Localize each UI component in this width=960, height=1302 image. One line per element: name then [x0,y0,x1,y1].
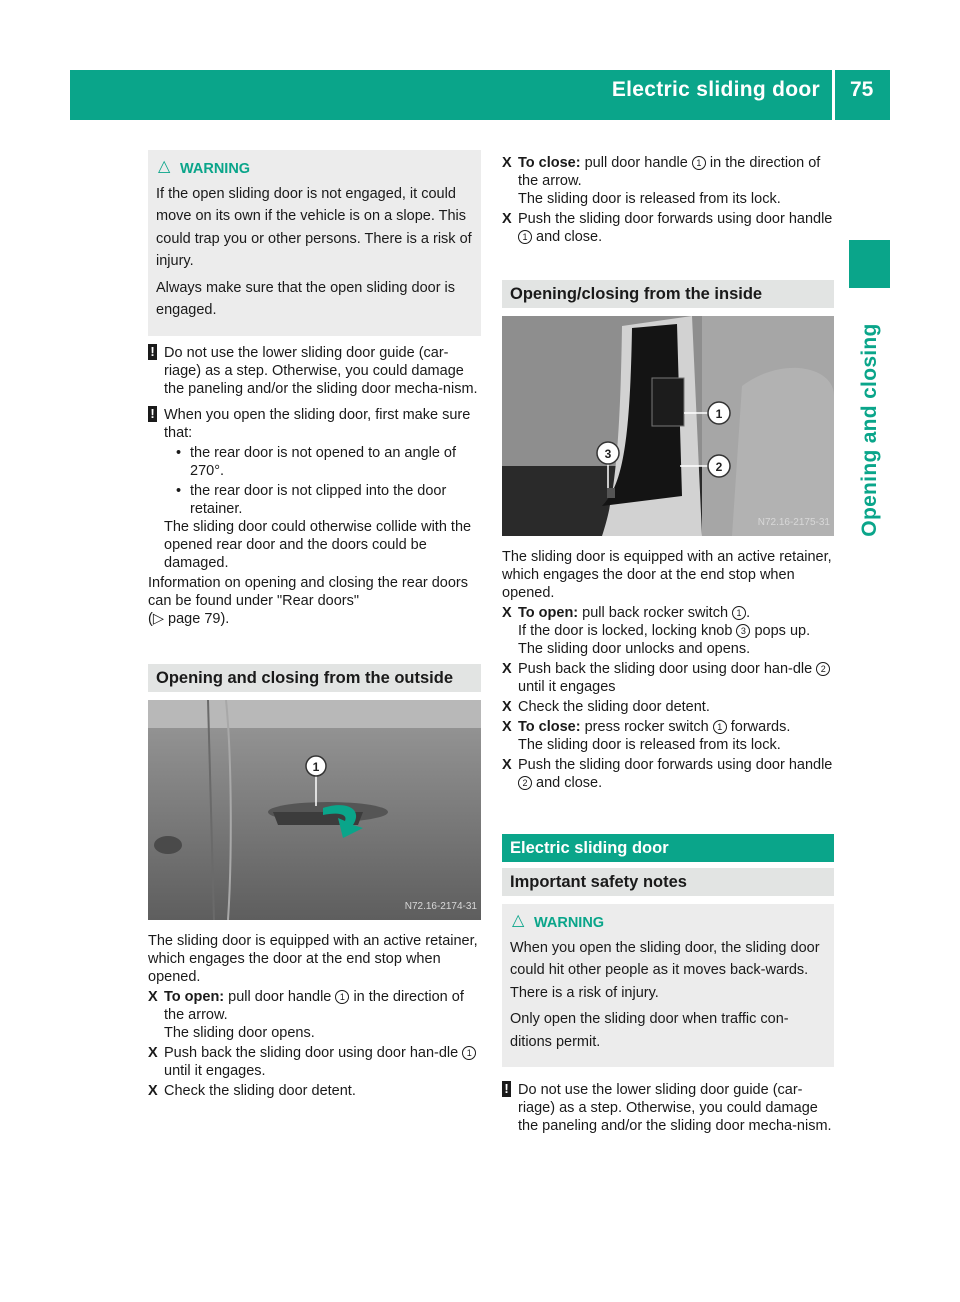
warning-text: When you open the sliding door, the sliding door could hit other people as it moves back-wards. There is a risk of injury. [510,939,820,1001]
info-text: Information on opening and closing the rear doors can be found under "Rear doors" (▷ page 79). [148,574,469,627]
note: ! Do not use the lower sliding door guide (car-riage) as a step. Otherwise, you could damage the paneling and/or the sliding door mecha-nism. [148,344,481,398]
warning-heading: △ WARNING [512,912,605,931]
door-handle-photo [148,700,481,920]
right-column [502,150,834,1135]
step-marker-icon: X [502,211,512,227]
section-heading: Opening and closing from the outside [148,664,481,692]
rocker-switch-photo [502,316,834,536]
section-heading: Opening/closing from the inside [502,280,834,308]
warning-heading: △ WARNING [158,158,251,177]
svg-text:2: 2 [715,460,723,474]
subsection-heading: Important safety notes [502,868,834,896]
side-tab-label: Opening and closing [857,323,881,537]
step-marker-icon: X [148,988,158,1005]
warning-icon: △ [158,158,171,175]
warning-text: Only open the sliding door when traffic con-ditions permit. [510,1011,789,1050]
side-tab [849,300,890,560]
svg-text:1: 1 [312,759,320,774]
header-bar [70,70,890,120]
image-code: N72.16-2174-31 [404,900,477,912]
list-item: X To close: press rocker switch 1 forwards. The sliding door is released from its lock. [502,719,791,753]
exclamation-icon: ! [148,344,157,360]
warning-box [502,904,834,1067]
header-separator [832,70,835,120]
note-text: The sliding door could otherwise collide with the opened rear door and the doors could be damaged. [164,518,472,571]
step-marker-icon: X [502,719,512,735]
warning-box [148,150,481,336]
step-marker-icon: X [502,605,512,621]
list-item: X Push the sliding door forwards using door handle 2 and close. [502,757,833,791]
list-item: X Push the sliding door forwards using door handle 1 and close. [502,211,833,245]
exclamation-icon: ! [148,406,157,422]
list-item: X Check the sliding door detent. [502,699,710,715]
arrow-icon: ▷ [152,610,164,627]
step-marker-icon: X [148,1044,158,1061]
step-marker-icon: X [502,699,512,715]
step-marker-icon: X [502,757,512,773]
warning-text: If the open sliding door is not engaged, it could move on its own if the vehicle is on a slope. This could trap you or other persons. There is a risk of injury. [156,185,472,269]
list-item: X To open: pull door handle 1 in the direction of the arrow. The sliding door opens. [148,988,464,1041]
svg-text:3: 3 [604,447,612,461]
note: ! When you open the sliding door, first make sure that: • the rear door is not opened to an angle of 270°. • the rear door is not clipped into the door retainer. The sliding door could otherwise collide with the opened rear door and the doors could be damaged. [148,406,481,572]
list-item: X To open: pull back rocker switch 1 . If the door is locked, locking knob 3 pops up. The sliding door unlocks and opens. [502,605,811,657]
page-number: 75 [850,78,874,101]
svg-text:1: 1 [715,407,723,421]
section-heading: Electric sliding door [502,834,834,862]
note: ! Do not use the lower sliding door guide (car-riage) as a step. Otherwise, you could damage the paneling and/or the sliding door mecha-nism. [502,1081,834,1135]
retainer-text: The sliding door is equipped with an active retainer, which engages the door at the end stop when opened. [148,932,478,985]
list-item: X Push back the sliding door using door han-dle 2 until it engages [502,660,834,696]
step-marker-icon: X [148,1082,158,1099]
warning-text: Always make sure that the open sliding door is engaged. [156,279,456,318]
list-item: X To close: pull door handle 1 in the direction of the arrow. The sliding door is released from its lock. [502,155,821,207]
image-code: N72.16-2175-31 [757,517,830,528]
list-item: • the rear door is not opened to an angle of 270°. [164,444,481,480]
step-marker-icon: X [502,661,512,677]
side-tab-block [849,240,890,288]
page-link[interactable]: page 79). [168,610,230,627]
retainer-text: The sliding door is equipped with an active retainer, which engages the door at the end stop when opened. [502,549,832,601]
header-title: Electric sliding door [611,78,820,101]
list-item: X Push back the sliding door using door han-dle 1 until it engages. [148,1044,481,1080]
exclamation-icon: ! [502,1081,511,1097]
step-marker-icon: X [502,155,512,171]
warning-icon: △ [512,912,525,929]
list-item: • the rear door is not clipped into the door retainer. [164,482,481,518]
list-item: X Check the sliding door detent. [148,1082,356,1099]
left-column [148,150,481,1100]
